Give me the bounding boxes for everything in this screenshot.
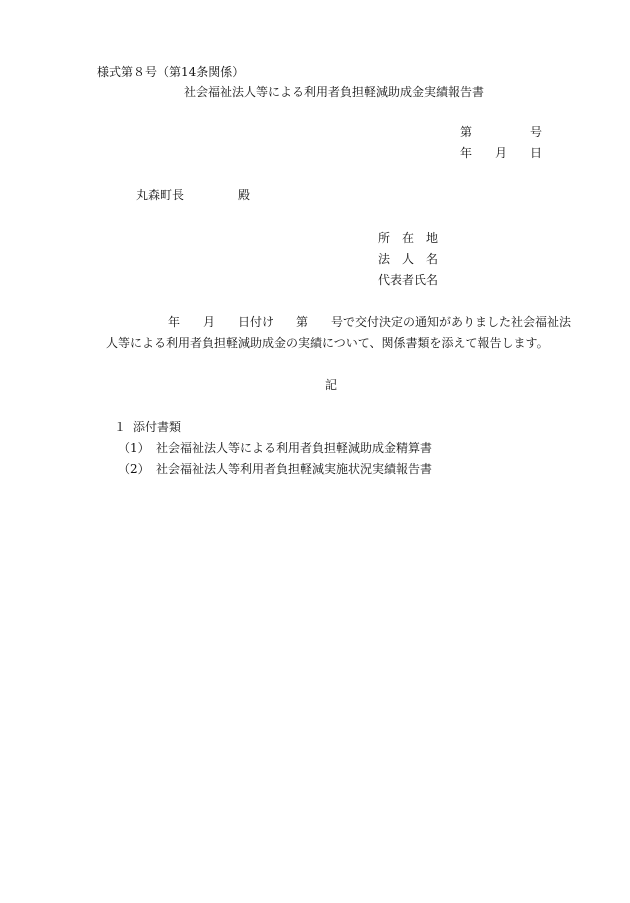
date-month: 月 (495, 146, 508, 160)
body-day-dated: 日付け (238, 315, 275, 329)
address-label: 所 在 地 (378, 231, 439, 245)
doc-no-prefix: 第 (460, 125, 473, 139)
attachment-item-text: 社会福祉法人等利用者負担軽減実施状況実績報告書 (156, 462, 433, 476)
representative-name-label: 代表者氏名 (378, 273, 439, 287)
document-title: 社会福祉法人等による利用者負担軽減助成金実績報告書 (184, 85, 485, 99)
body-line1-rest: 号で交付決定の通知がありました社会福祉法 (331, 315, 572, 329)
body-number-prefix: 第 (296, 315, 309, 329)
attachments-heading: 添付書類 (133, 420, 182, 434)
attachment-item-number: （2） (118, 462, 150, 476)
note-heading: 記 (325, 378, 338, 392)
date-day: 日 (530, 146, 543, 160)
addressee-name: 丸森町長 (136, 188, 185, 202)
doc-no-suffix: 号 (530, 125, 543, 139)
attachment-item-text: 社会福祉法人等による利用者負担軽減助成金精算書 (156, 441, 433, 455)
attachments-heading-number: １ (114, 420, 127, 434)
body-line2: 人等による利用者負担軽減助成金の実績について、関係書類を添えて報告します。 (106, 336, 549, 350)
corporation-name-label: 法 人 名 (378, 252, 439, 266)
attachment-item-number: （1） (118, 441, 150, 455)
body-year: 年 (168, 315, 181, 329)
body-month: 月 (203, 315, 216, 329)
date-year: 年 (460, 146, 473, 160)
addressee-honorific: 殿 (238, 188, 251, 202)
form-id: 様式第８号（第14条関係） (97, 65, 245, 79)
